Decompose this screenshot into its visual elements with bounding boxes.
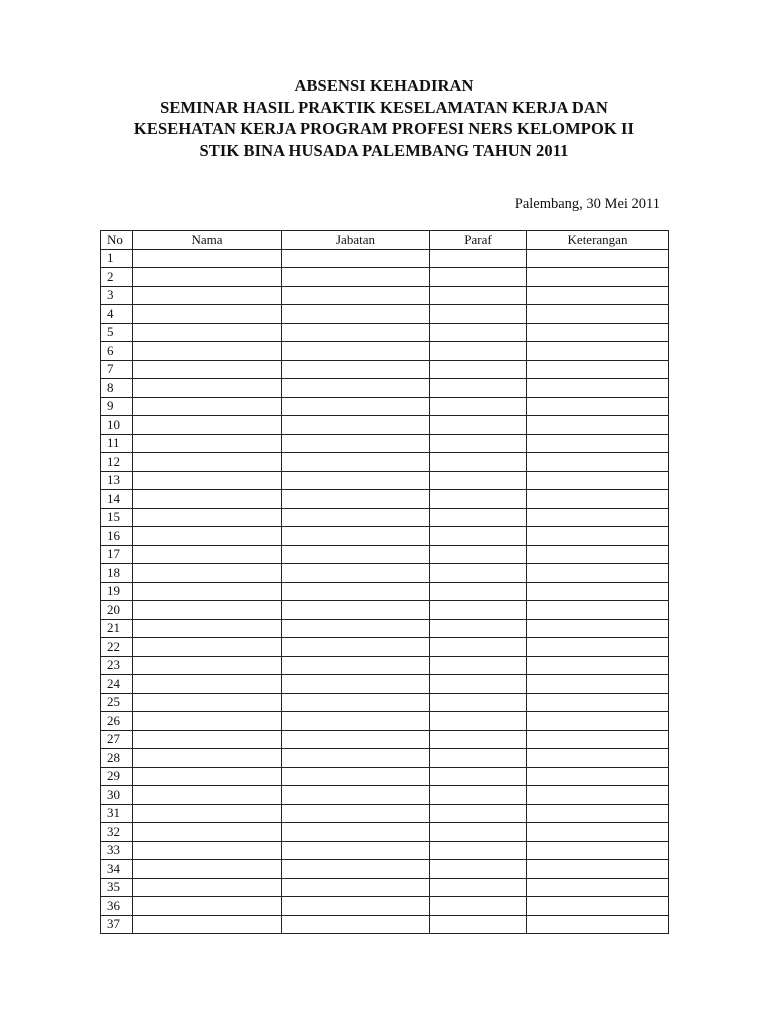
row-number: 37 xyxy=(101,915,133,934)
paraf-cell[interactable] xyxy=(430,897,527,916)
table-row xyxy=(101,878,669,897)
row-number: 36 xyxy=(101,897,133,916)
paraf-cell[interactable] xyxy=(430,379,527,398)
row-number: 3 xyxy=(101,286,133,305)
keterangan-cell[interactable] xyxy=(527,268,669,287)
jabatan-cell[interactable] xyxy=(282,379,430,398)
jabatan-cell[interactable] xyxy=(282,416,430,435)
jabatan-cell[interactable] xyxy=(282,564,430,583)
keterangan-cell[interactable] xyxy=(527,878,669,897)
paraf-cell[interactable] xyxy=(430,453,527,472)
paraf-cell[interactable] xyxy=(430,490,527,509)
row-number: 22 xyxy=(101,638,133,657)
keterangan-cell[interactable] xyxy=(527,730,669,749)
table-row xyxy=(101,508,669,527)
jabatan-cell[interactable] xyxy=(282,305,430,324)
row-number: 30 xyxy=(101,786,133,805)
paraf-cell[interactable] xyxy=(430,878,527,897)
table-row xyxy=(101,305,669,324)
table-row xyxy=(101,397,669,416)
keterangan-cell[interactable] xyxy=(527,601,669,620)
row-number: 21 xyxy=(101,619,133,638)
nama-cell[interactable] xyxy=(133,749,282,768)
table-row xyxy=(101,490,669,509)
table-row xyxy=(101,619,669,638)
keterangan-cell[interactable] xyxy=(527,342,669,361)
paraf-cell[interactable] xyxy=(430,527,527,546)
nama-cell[interactable] xyxy=(133,860,282,879)
attendance-table xyxy=(100,230,669,934)
paraf-cell[interactable] xyxy=(430,342,527,361)
paraf-cell[interactable] xyxy=(430,693,527,712)
jabatan-cell[interactable] xyxy=(282,915,430,934)
header-paraf: Paraf xyxy=(430,231,527,250)
row-number: 9 xyxy=(101,397,133,416)
table-row xyxy=(101,323,669,342)
table-row xyxy=(101,656,669,675)
jabatan-cell[interactable] xyxy=(282,453,430,472)
table-row xyxy=(101,471,669,490)
row-number: 29 xyxy=(101,767,133,786)
paraf-cell[interactable] xyxy=(430,249,527,268)
table-row xyxy=(101,249,669,268)
title-line-1: ABSENSI KEHADIRAN xyxy=(294,76,474,95)
row-number: 7 xyxy=(101,360,133,379)
paraf-cell[interactable] xyxy=(430,434,527,453)
table-row xyxy=(101,434,669,453)
keterangan-cell[interactable] xyxy=(527,786,669,805)
table-row xyxy=(101,545,669,564)
paraf-cell[interactable] xyxy=(430,305,527,324)
row-number: 19 xyxy=(101,582,133,601)
table-row xyxy=(101,767,669,786)
row-number: 28 xyxy=(101,749,133,768)
row-number: 25 xyxy=(101,693,133,712)
jabatan-cell[interactable] xyxy=(282,897,430,916)
paraf-cell[interactable] xyxy=(430,860,527,879)
jabatan-cell[interactable] xyxy=(282,471,430,490)
keterangan-cell[interactable] xyxy=(527,360,669,379)
jabatan-cell[interactable] xyxy=(282,730,430,749)
table-row xyxy=(101,823,669,842)
row-number: 6 xyxy=(101,342,133,361)
title-line-2: SEMINAR HASIL PRAKTIK KESELAMATAN KERJA DAN xyxy=(160,97,608,117)
keterangan-cell[interactable] xyxy=(527,656,669,675)
row-number: 35 xyxy=(101,878,133,897)
paraf-cell[interactable] xyxy=(430,749,527,768)
jabatan-cell[interactable] xyxy=(282,656,430,675)
nama-cell[interactable] xyxy=(133,638,282,657)
paraf-cell[interactable] xyxy=(430,601,527,620)
keterangan-cell[interactable] xyxy=(527,545,669,564)
row-number: 31 xyxy=(101,804,133,823)
keterangan-cell[interactable] xyxy=(527,564,669,583)
table-row xyxy=(101,342,669,361)
keterangan-cell[interactable] xyxy=(527,675,669,694)
keterangan-cell[interactable] xyxy=(527,841,669,860)
jabatan-cell[interactable] xyxy=(282,823,430,842)
jabatan-cell[interactable] xyxy=(282,286,430,305)
paraf-cell[interactable] xyxy=(430,804,527,823)
paraf-cell[interactable] xyxy=(430,582,527,601)
keterangan-cell[interactable] xyxy=(527,508,669,527)
table-row xyxy=(101,897,669,916)
paraf-cell[interactable] xyxy=(430,712,527,731)
row-number: 11 xyxy=(101,434,133,453)
nama-cell[interactable] xyxy=(133,249,282,268)
table-row xyxy=(101,675,669,694)
paraf-cell[interactable] xyxy=(430,564,527,583)
paraf-cell[interactable] xyxy=(430,416,527,435)
keterangan-cell[interactable] xyxy=(527,379,669,398)
keterangan-cell[interactable] xyxy=(527,434,669,453)
nama-cell[interactable] xyxy=(133,897,282,916)
paraf-cell[interactable] xyxy=(430,841,527,860)
table-row xyxy=(101,915,669,934)
header-keterangan: Keterangan xyxy=(527,231,669,250)
table-row xyxy=(101,860,669,879)
table-row xyxy=(101,786,669,805)
table-row xyxy=(101,453,669,472)
nama-cell[interactable] xyxy=(133,582,282,601)
jabatan-cell[interactable] xyxy=(282,508,430,527)
nama-cell[interactable] xyxy=(133,379,282,398)
row-number: 13 xyxy=(101,471,133,490)
nama-cell[interactable] xyxy=(133,490,282,509)
keterangan-cell[interactable] xyxy=(527,249,669,268)
table-header-row xyxy=(101,231,669,250)
paraf-cell[interactable] xyxy=(430,675,527,694)
paraf-cell[interactable] xyxy=(430,471,527,490)
row-number: 18 xyxy=(101,564,133,583)
paraf-cell[interactable] xyxy=(430,730,527,749)
jabatan-cell[interactable] xyxy=(282,619,430,638)
nama-cell[interactable] xyxy=(133,434,282,453)
jabatan-cell[interactable] xyxy=(282,397,430,416)
header-no: No xyxy=(101,231,133,250)
nama-cell[interactable] xyxy=(133,804,282,823)
jabatan-cell[interactable] xyxy=(282,601,430,620)
row-number: 1 xyxy=(101,249,133,268)
keterangan-cell[interactable] xyxy=(527,619,669,638)
row-number: 5 xyxy=(101,323,133,342)
nama-cell[interactable] xyxy=(133,915,282,934)
nama-cell[interactable] xyxy=(133,527,282,546)
row-number: 33 xyxy=(101,841,133,860)
paraf-cell[interactable] xyxy=(430,823,527,842)
jabatan-cell[interactable] xyxy=(282,712,430,731)
nama-cell[interactable] xyxy=(133,841,282,860)
keterangan-cell[interactable] xyxy=(527,897,669,916)
nama-cell[interactable] xyxy=(133,342,282,361)
table-row xyxy=(101,416,669,435)
table-body xyxy=(101,249,669,934)
paraf-cell[interactable] xyxy=(430,767,527,786)
table-row xyxy=(101,527,669,546)
row-number: 4 xyxy=(101,305,133,324)
paraf-cell[interactable] xyxy=(430,268,527,287)
row-number: 15 xyxy=(101,508,133,527)
jabatan-cell[interactable] xyxy=(282,693,430,712)
nama-cell[interactable] xyxy=(133,656,282,675)
table-row xyxy=(101,582,669,601)
nama-cell[interactable] xyxy=(133,471,282,490)
header-nama: Nama xyxy=(133,231,282,250)
row-number: 27 xyxy=(101,730,133,749)
nama-cell[interactable] xyxy=(133,619,282,638)
nama-cell[interactable] xyxy=(133,675,282,694)
keterangan-cell[interactable] xyxy=(527,638,669,657)
jabatan-cell[interactable] xyxy=(282,582,430,601)
paraf-cell[interactable] xyxy=(430,619,527,638)
table-row xyxy=(101,379,669,398)
row-number: 14 xyxy=(101,490,133,509)
keterangan-cell[interactable] xyxy=(527,305,669,324)
table-row xyxy=(101,693,669,712)
nama-cell[interactable] xyxy=(133,712,282,731)
nama-cell[interactable] xyxy=(133,545,282,564)
keterangan-cell[interactable] xyxy=(527,712,669,731)
keterangan-cell[interactable] xyxy=(527,804,669,823)
nama-cell[interactable] xyxy=(133,323,282,342)
jabatan-cell[interactable] xyxy=(282,675,430,694)
paraf-cell[interactable] xyxy=(430,360,527,379)
paraf-cell[interactable] xyxy=(430,508,527,527)
table-row xyxy=(101,804,669,823)
paraf-cell[interactable] xyxy=(430,656,527,675)
row-number: 23 xyxy=(101,656,133,675)
jabatan-cell[interactable] xyxy=(282,342,430,361)
jabatan-cell[interactable] xyxy=(282,268,430,287)
keterangan-cell[interactable] xyxy=(527,860,669,879)
keterangan-cell[interactable] xyxy=(527,416,669,435)
table-row xyxy=(101,841,669,860)
row-number: 20 xyxy=(101,601,133,620)
nama-cell[interactable] xyxy=(133,767,282,786)
row-number: 34 xyxy=(101,860,133,879)
title-line-4: STIK BINA HUSADA PALEMBANG TAHUN 2011 xyxy=(199,140,569,160)
keterangan-cell[interactable] xyxy=(527,397,669,416)
table-row xyxy=(101,749,669,768)
nama-cell[interactable] xyxy=(133,786,282,805)
nama-cell[interactable] xyxy=(133,693,282,712)
keterangan-cell[interactable] xyxy=(527,286,669,305)
jabatan-cell[interactable] xyxy=(282,360,430,379)
jabatan-cell[interactable] xyxy=(282,860,430,879)
table-row xyxy=(101,730,669,749)
title-line-3: KESEHATAN KERJA PROGRAM PROFESI NERS KELOMPOK II xyxy=(133,119,635,138)
table-row xyxy=(101,712,669,731)
jabatan-cell[interactable] xyxy=(282,545,430,564)
keterangan-cell[interactable] xyxy=(527,749,669,768)
keterangan-cell[interactable] xyxy=(527,453,669,472)
row-number: 32 xyxy=(101,823,133,842)
jabatan-cell[interactable] xyxy=(282,878,430,897)
jabatan-cell[interactable] xyxy=(282,434,430,453)
nama-cell[interactable] xyxy=(133,564,282,583)
paraf-cell[interactable] xyxy=(430,397,527,416)
keterangan-cell[interactable] xyxy=(527,490,669,509)
nama-cell[interactable] xyxy=(133,268,282,287)
nama-cell[interactable] xyxy=(133,601,282,620)
paraf-cell[interactable] xyxy=(430,286,527,305)
table-row xyxy=(101,601,669,620)
table-row xyxy=(101,360,669,379)
row-number: 12 xyxy=(101,453,133,472)
keterangan-cell[interactable] xyxy=(527,915,669,934)
jabatan-cell[interactable] xyxy=(282,804,430,823)
jabatan-cell[interactable] xyxy=(282,841,430,860)
nama-cell[interactable] xyxy=(133,360,282,379)
nama-cell[interactable] xyxy=(133,453,282,472)
row-number: 10 xyxy=(101,416,133,435)
jabatan-cell[interactable] xyxy=(282,323,430,342)
place-date: Palembang, 30 Mei 2011 xyxy=(514,196,660,212)
row-number: 8 xyxy=(101,379,133,398)
keterangan-cell[interactable] xyxy=(527,527,669,546)
nama-cell[interactable] xyxy=(133,416,282,435)
nama-cell[interactable] xyxy=(133,508,282,527)
row-number: 17 xyxy=(101,545,133,564)
jabatan-cell[interactable] xyxy=(282,786,430,805)
table-row xyxy=(101,268,669,287)
paraf-cell[interactable] xyxy=(430,915,527,934)
row-number: 24 xyxy=(101,675,133,694)
nama-cell[interactable] xyxy=(133,397,282,416)
jabatan-cell[interactable] xyxy=(282,638,430,657)
header-jabatan: Jabatan xyxy=(282,231,430,250)
nama-cell[interactable] xyxy=(133,305,282,324)
row-number: 2 xyxy=(101,268,133,287)
table-row xyxy=(101,638,669,657)
paraf-cell[interactable] xyxy=(430,638,527,657)
jabatan-cell[interactable] xyxy=(282,767,430,786)
keterangan-cell[interactable] xyxy=(527,471,669,490)
paraf-cell[interactable] xyxy=(430,545,527,564)
keterangan-cell[interactable] xyxy=(527,582,669,601)
jabatan-cell[interactable] xyxy=(282,749,430,768)
table-row xyxy=(101,564,669,583)
row-number: 26 xyxy=(101,712,133,731)
jabatan-cell[interactable] xyxy=(282,527,430,546)
keterangan-cell[interactable] xyxy=(527,323,669,342)
nama-cell[interactable] xyxy=(133,823,282,842)
nama-cell[interactable] xyxy=(133,286,282,305)
nama-cell[interactable] xyxy=(133,878,282,897)
nama-cell[interactable] xyxy=(133,730,282,749)
jabatan-cell[interactable] xyxy=(282,490,430,509)
keterangan-cell[interactable] xyxy=(527,823,669,842)
paraf-cell[interactable] xyxy=(430,786,527,805)
paraf-cell[interactable] xyxy=(430,323,527,342)
keterangan-cell[interactable] xyxy=(527,693,669,712)
document-title xyxy=(0,75,768,161)
keterangan-cell[interactable] xyxy=(527,767,669,786)
row-number: 16 xyxy=(101,527,133,546)
table-row xyxy=(101,286,669,305)
jabatan-cell[interactable] xyxy=(282,249,430,268)
